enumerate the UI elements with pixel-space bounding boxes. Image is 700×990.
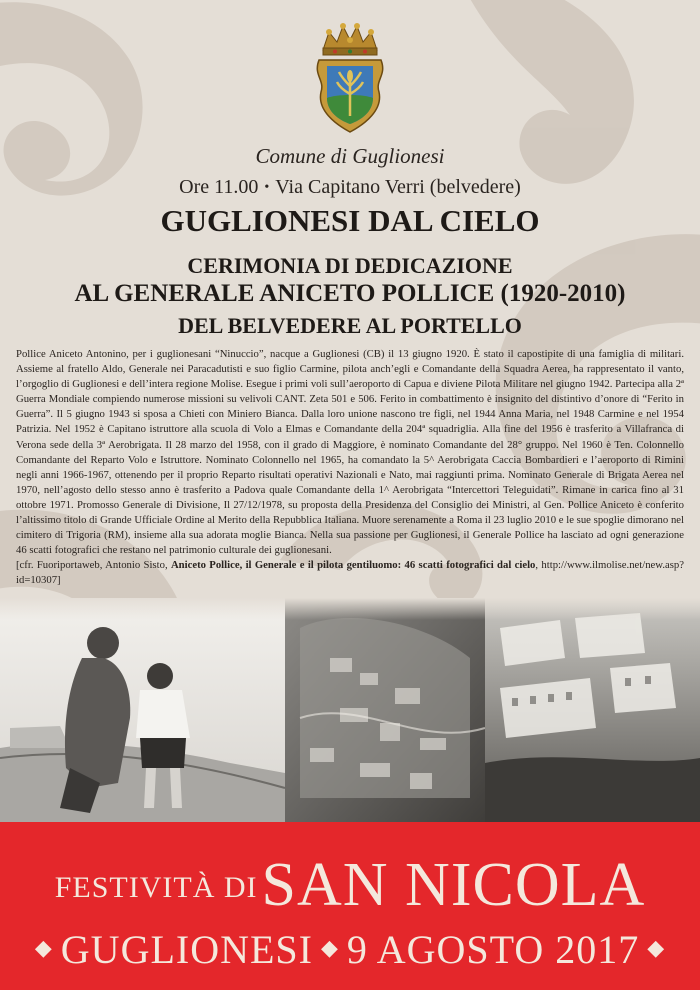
aerial-town-photo-2: [485, 598, 700, 823]
subtitle-line-3: DEL BELVEDERE AL PORTELLO: [178, 313, 522, 338]
poster-title: GUGLIONESI DAL CIELO: [160, 203, 540, 238]
town-name: GUGLIONESI: [60, 927, 313, 972]
citation-suffix: , http://www.ilmolise.net/new.asp?id=10307]: [16, 559, 684, 587]
ornament-left: ◆: [34, 935, 53, 960]
citation-title: Aniceto Pollice, il Generale e il pilota gentiluomo: 46 scatti fotografici dal cielo: [170, 559, 536, 572]
citation: [16, 558, 684, 588]
pilot-photo: [0, 598, 285, 823]
bullet-separator: •: [264, 180, 270, 195]
event-info: [0, 176, 700, 199]
biography-paragraph: Pollice Aniceto Antonino, per i guglionesani “Ninuccio”, nacque a Guglionesi (CB) il 13 giugno 1920. È stato il capostipite di una famiglia di militari. Assieme al fratello Aldo, Generale nei Paracadutisti e suo figlio Carmine, pilota anch’egli e Comandante della Squadra Aerea, ha rappresentato il vanto, l’orgoglio di Guglionesi e dell’intera regione Molise. Esegue i primi voli sull’aeroporto di Capua e diviene Pilota Militare nel giugno 1942. Partecipa alla 2ª Guerra Mondiale compiendo numerose missioni su velivoli CANT. Zeta 501 e 506. Ferito in combattimento è insignito del distintivo d’onore di “Ferito in Guerra”. Il 5 giugno 1943 si sposa a Chieti con Miniero Bianca. Dalla loro unione nascono tre figli, nel 1944 Anna Maria, nel 1948 Carmine e nel 1954 Patrizia. Nel 1952 è Capitano istruttore alla scuola di Volo a Elmas e Comandante della 204ª squadriglia. Alla fine del 1956 è trasferito a Villafranca di Verona sede della 3ª Aerobrigata. Il 28 marzo del 1958, con il grado di Maggiore, è nominato Comandante del 28° gruppo. Nel 1960 è Ten. Colonnello Comandante del Reparto Volo e Istruttore. Nominato Colonnello nel 1965, ha comandato la 5^ Aerobrigata Caccia Bombardieri e l’aeroporto di Rimini negli anni 1966-1967, ottenendo per il proprio Reparto risultati operativi Nazionali e Nato, mai raggiunti prima. Nominato Generale di Brigata Aerea nel 1970, nell’agosto dello stesso anno è trasferito a Padova quale Comandante della 1^ Aerobrigata “Intercettori Teleguidati”. Rimane in carica fino al 31 ottobre 1971. Promosso Generale di Divisione, Il 27/12/1978, su proposta della Presidenza del Consiglio dei Ministri, al Gen. Pollice Aniceto è conferito l’altissimo titolo di Grande Ufficiale Ordine al Merito della Repubblica Italiana. Muore serenamente a Roma il 23 luglio 2010 e le sue spoglie dimorano nel cimitero di Trigoria (RM), insieme alla sua adorata moglie Bianca. Nella sua passione per Guglionesi, il Generale Pollice ha lasciato ad ogni generazione 46 scatti fotografici che restano nel patrimonio culturale dei guglionesani.: [16, 348, 684, 557]
ornament-right: ◆: [647, 935, 666, 960]
festival-date: 9 AGOSTO 2017: [346, 927, 640, 972]
commune-name: Comune di Guglionesi: [255, 144, 445, 168]
biography-text-block: [16, 347, 684, 589]
ornament-middle: ◆: [320, 935, 339, 960]
saint-name: SAN NICOLA: [261, 851, 646, 919]
event-location: Via Capitano Verri (belvedere): [275, 176, 521, 198]
event-time: Ore 11.00: [179, 176, 259, 198]
festivita-label: FESTIVITÀ DI: [54, 871, 258, 904]
aerial-town-photo-1: [285, 598, 485, 823]
festival-banner: [0, 822, 700, 990]
coat-of-arms-emblem: [311, 20, 389, 136]
subtitle-line-1: CERIMONIA DI DEDICAZIONE: [187, 253, 513, 278]
historic-photo-collage: [0, 598, 700, 823]
subtitle-line-2: AL GENERALE ANICETO POLLICE (1920-2010): [74, 280, 626, 307]
festival-heading: [0, 850, 700, 921]
festival-date-line: [0, 926, 700, 973]
citation-prefix: [cfr. Fuoriportaweb, Antonio Sisto,: [16, 559, 171, 572]
